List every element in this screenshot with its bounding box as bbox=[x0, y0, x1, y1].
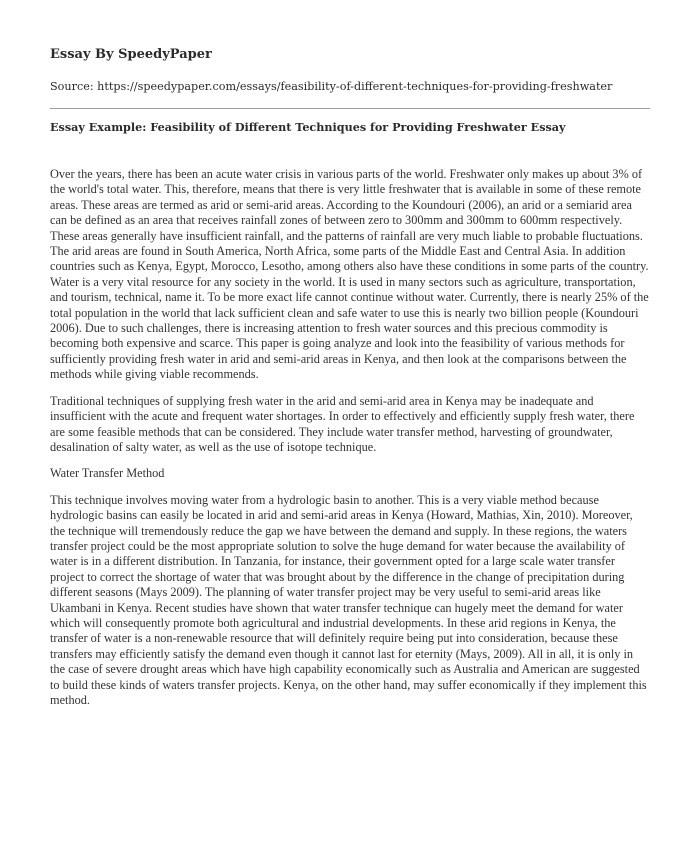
source-line: Source: https://speedypaper.com/essays/feasibility-of-different-techniques-for-providing-freshwater bbox=[50, 80, 613, 93]
essay-title: Essay Example: Feasibility of Different Techniques for Providing Freshwater Essay bbox=[50, 120, 566, 134]
site-title: Essay By SpeedyPaper bbox=[50, 47, 212, 62]
section-heading: Water Transfer Method bbox=[50, 466, 165, 481]
paragraph-intro: Over the years, there has been an acute water crisis in various parts of the world. Freshwater only makes up about 3% of the world's total water. This, therefore, means that there is very little freshwater that is available in some of these remote areas. These areas are termed as arid or semi-arid areas. According to the Koundouri (2006), an arid or a semiarid area can be defined as an area that receives rainfall zones of between zero to 300mm and 300mm to 600mm respectively. These areas generally have insufficient rainfall, and the patterns of rainfall are very much liable to probable fluctuations. The arid areas are found in South America, North Africa, some parts of the Middle East and Central Asia. In addition countries such as Kenya, Egypt, Morocco, Lesotho, among others also have these conditions in some parts of the country. Water is a very vital resource for any society in the world. It is used in many sectors such as agriculture, transportation, and tourism, technical, name it. To be more exact life cannot continue without water. Currently, there is nearly 25% of the total population in the world that lack sufficient clean and safe water to use this is nearly two billion people (Koundouri 2006). Due to such challenges, there is increasing attention to fresh water sources and this precious commodity is becoming both expensive and scarce. This paper is going analyze and look into the feasibility of various methods for sufficiently providing fresh water in arid and semi-arid areas in Kenya, and then look at the comparisons between the methods while giving viable recommends. bbox=[50, 167, 649, 382]
paragraph-traditional-techniques: Traditional techniques of supplying fresh water in the arid and semi-arid area in Kenya may be inadequate and insufficient with the acute and frequent water shortages. In order to effectively and efficiently supply fresh water, there are some feasible methods that can be considered. They include water transfer method, harvesting of groundwater, desalination of salty water, as well as the use of isotope technique. bbox=[50, 393, 635, 454]
header-divider bbox=[50, 108, 650, 109]
paragraph-water-transfer: This technique involves moving water from a hydrologic basin to another. This is a very viable method because hydrologic basins can easily be located in arid and semi-arid areas in Kenya (Howard, Mathias, Xin, 2010). Moreover, the technique will tremendously reduce the gap we have between the demand and supply. In these regions, the waters transfer project could be the most appropriate solution to solve the huge demand for water because the availability of water is in a different distribution. In Tanzania, for instance, their government opted for a large scale water transfer project to correct the shortage of water that was brought about by the difference in the change of precipitation during different seasons (Mays 2009). The planning of water transfer project may be very useful to semi-arid areas like Ukambani in Kenya. Recent studies have shown that water transfer technique can hugely meet the demand for water which will consequently promote both agricultural and industrial developments. In these arid regions in Kenya, the transfer of water is a non-renewable resource that will definitely require being put into consideration, because these transfers may efficiently satisfy the demand even though it cannot last for eternity (Mays, 2009). All in all, it is only in the case of severe drought areas which have high capability economically such as Australia and American are suggested to build these kinds of waters transfer projects. Kenya, on the other hand, may suffer economically if they implement this method. bbox=[50, 492, 647, 707]
